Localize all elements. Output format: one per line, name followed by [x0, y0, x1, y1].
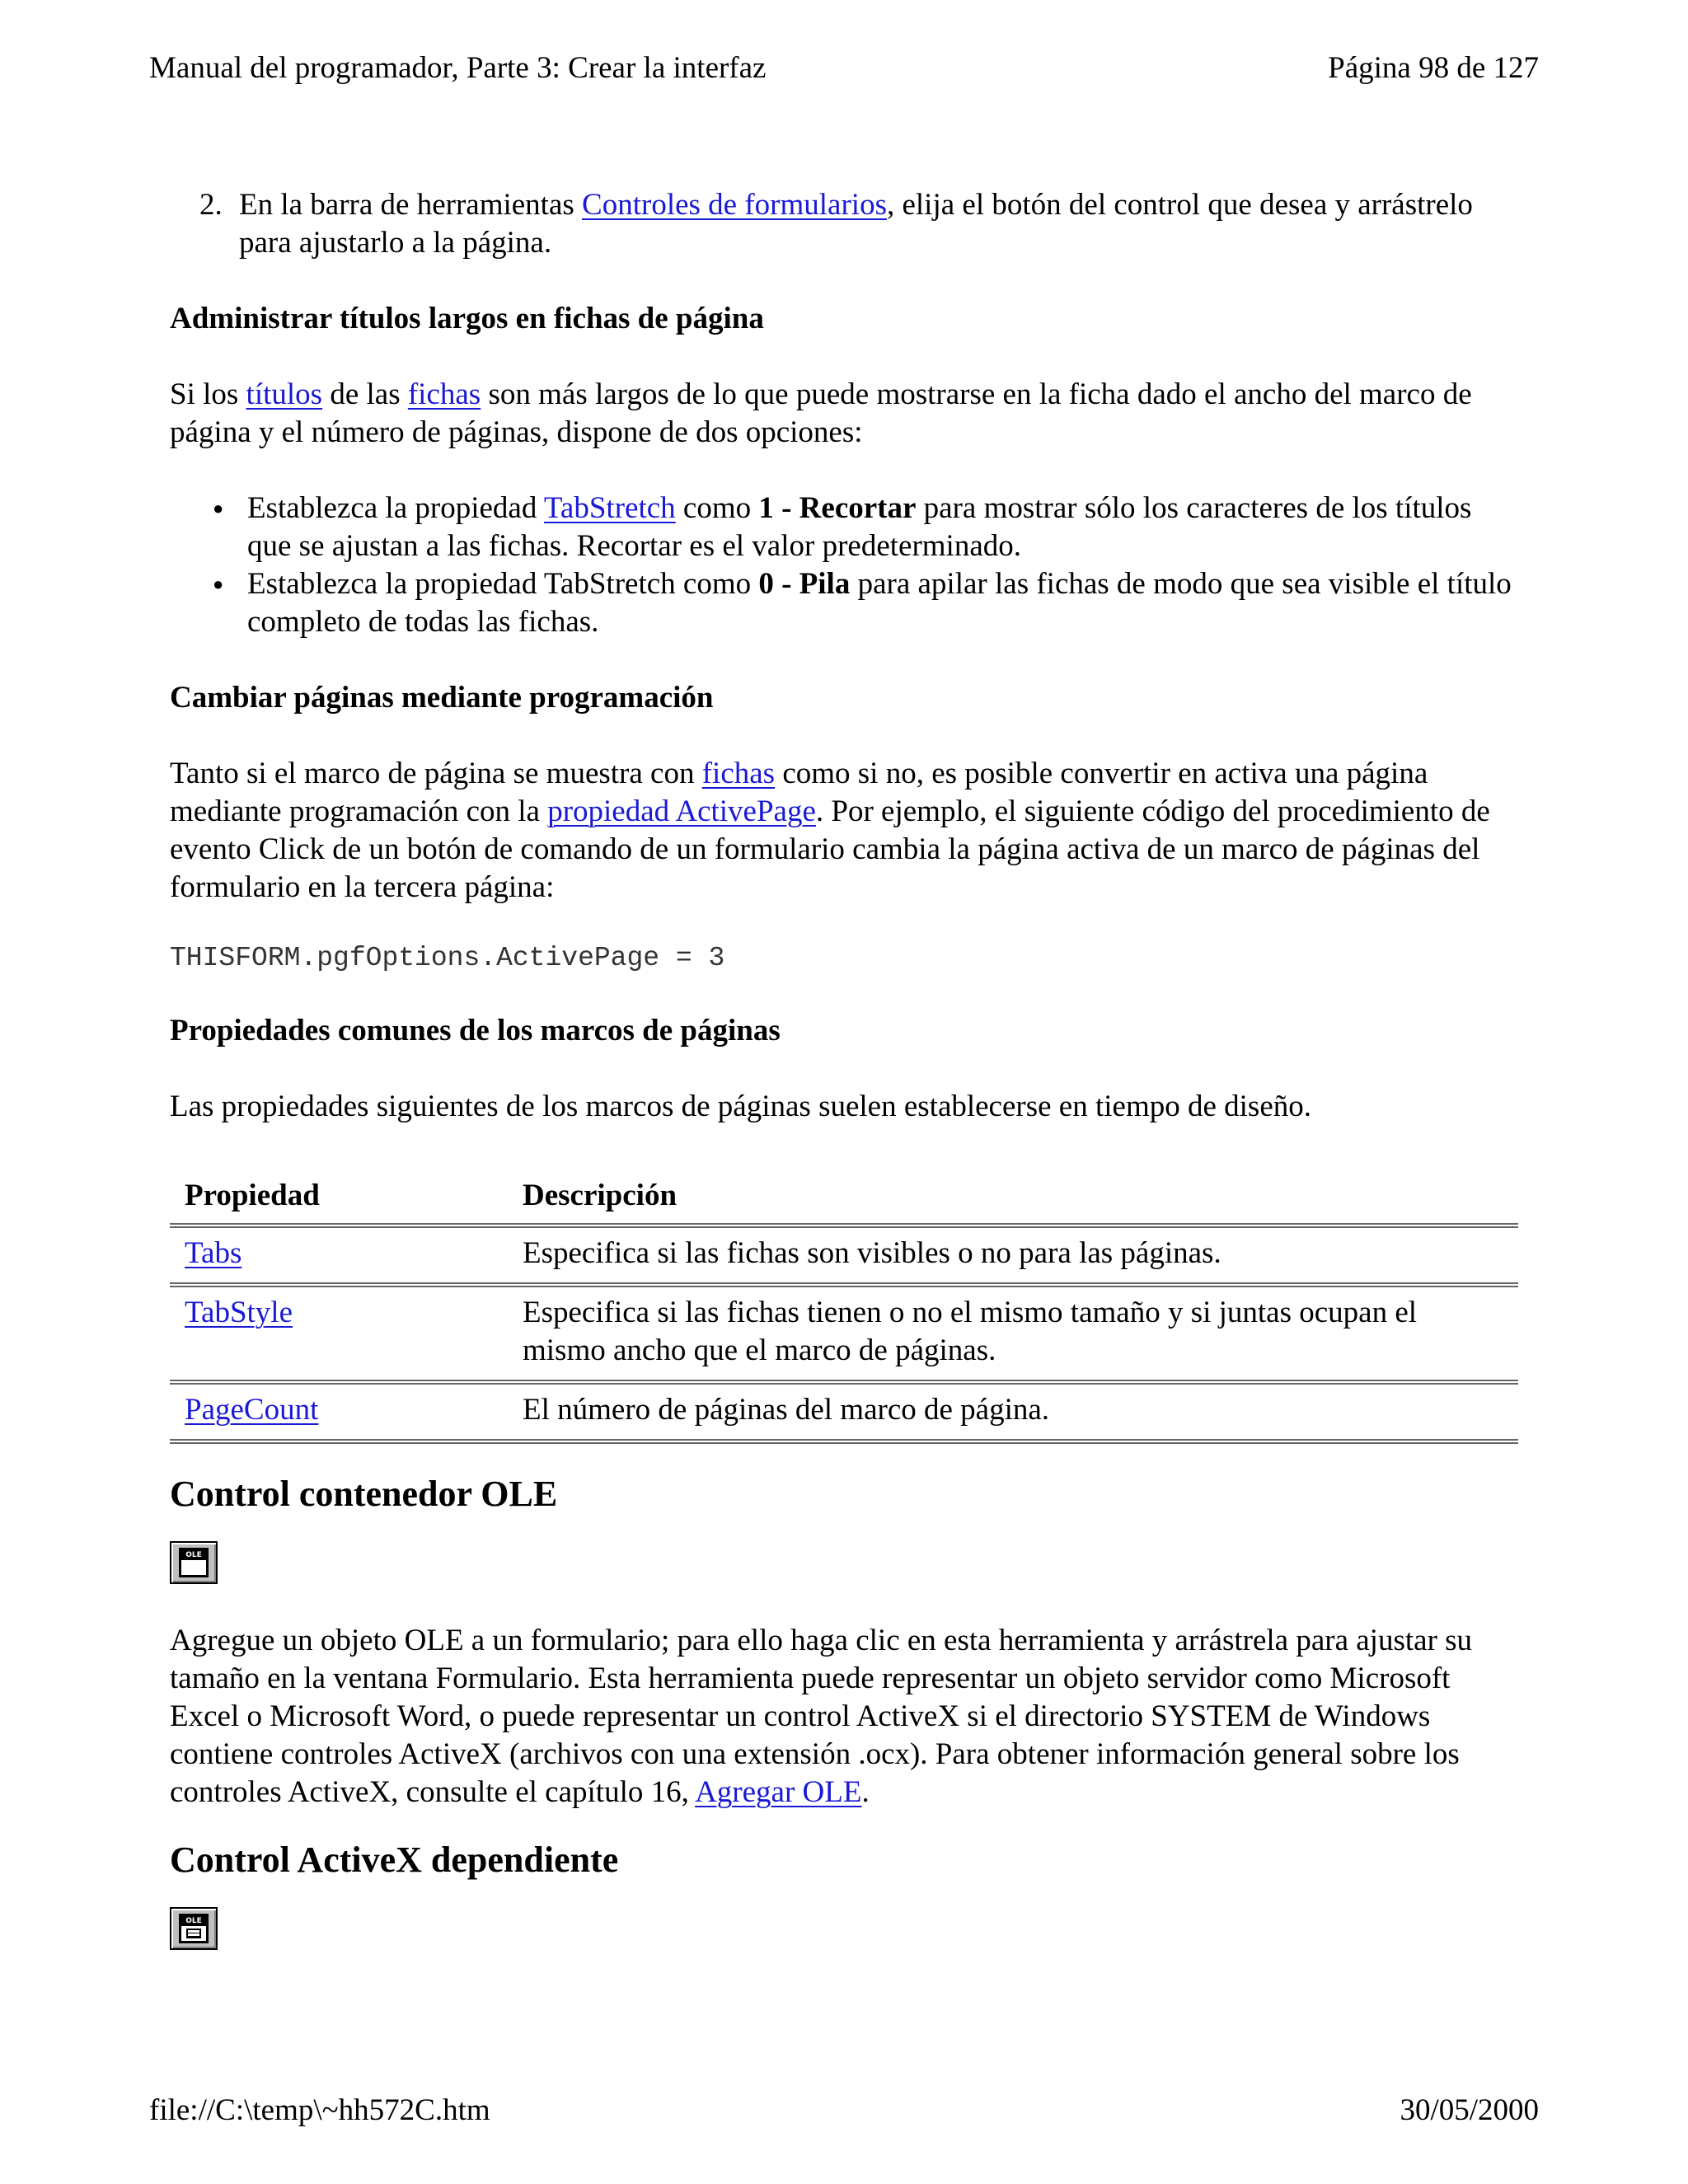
text-part: Establezca la propiedad TabStretch como	[247, 567, 759, 601]
text-part: .	[861, 1775, 870, 1809]
step-text	[239, 186, 1518, 262]
table-row	[170, 1226, 1518, 1285]
ole-window-icon	[179, 1548, 209, 1577]
ole-icon-label: OLE	[181, 1550, 206, 1560]
table-row	[170, 1285, 1518, 1382]
text-part: Si los	[170, 377, 246, 411]
heading-propiedades-comunes: Propiedades comunes de los marcos de páginas	[170, 1014, 781, 1047]
document-body	[170, 186, 1518, 1950]
text-part: como	[675, 491, 759, 525]
text-part: como si no, es posible convertir en activa una página mediante programación con la	[170, 757, 1428, 828]
link-controles-formularios[interactable]: Controles de formularios	[582, 188, 887, 222]
text-part: para mostrar sólo los caracteres de los títulos que se ajustan a las fichas. Recortar es el valor predeterminado.	[247, 491, 1472, 563]
paragraph-titulos	[170, 376, 1518, 452]
link-tabstretch[interactable]: TabStretch	[543, 491, 676, 525]
heading-control-contenedor-ole: Control contenedor OLE	[170, 1474, 558, 1514]
step-text-part: , elija el botón del control que desea y arrástrelo para ajustarlo a la página.	[239, 188, 1473, 260]
text-part: Agregue un objeto OLE a un formulario; para ello haga clic en esta herramienta y arrástrela para ajustar su tamaño en la ventana Formulario. Esta herramienta puede representar un objeto servidor como Microsoft Excel o Microsoft Word, o puede representar un control ActiveX si el directorio SYSTEM de Windows contiene controles ActiveX (archivos con una extensión .ocx). Para obtener información general sobre los controles ActiveX, consulte el capítulo 16,	[170, 1624, 1473, 1809]
link-agregar-ole[interactable]: Agregar OLE	[695, 1775, 862, 1809]
step-number: 2.	[199, 188, 223, 222]
paragraph-ole	[170, 1622, 1518, 1811]
link-fichas[interactable]: fichas	[407, 377, 481, 411]
text-part: Tanto si el marco de página se muestra con	[170, 757, 702, 790]
link-tabstyle[interactable]: TabStyle	[185, 1296, 293, 1329]
column-header-propiedad: Propiedad	[170, 1177, 508, 1226]
text-part: de las	[322, 377, 408, 411]
text-part: Establezca la propiedad	[247, 491, 544, 525]
table-cell-description: Especifica si las fichas tienen o no el mismo tamaño y si juntas ocupan el mismo ancho que el marco de páginas.	[508, 1285, 1518, 1382]
bold-value: 1 - Recortar	[758, 491, 917, 525]
column-header-descripcion: Descripción	[508, 1177, 1518, 1226]
grid-icon	[186, 1929, 201, 1938]
text-part: para apilar las fichas de modo que sea visible el título completo de todas las fichas.	[247, 567, 1512, 639]
link-tabs[interactable]: Tabs	[185, 1236, 242, 1270]
step-text-part: En la barra de herramientas	[239, 188, 583, 222]
paragraph-propiedades-intro: Las propiedades siguientes de los marcos de páginas suelen establecerse en tiempo de diseño.	[170, 1090, 1312, 1123]
text-part: son más largos de lo que puede mostrarse en la ficha dado el ancho del marco de página y el número de páginas, dispone de dos opciones:	[170, 377, 1472, 449]
list-item	[165, 490, 1518, 565]
table-cell-property	[170, 1382, 508, 1441]
table-row	[170, 1382, 1518, 1441]
heading-cambiar-paginas: Cambiar páginas mediante programación	[170, 681, 714, 715]
footer-file-path: file://C:\temp\~hh572C.htm	[149, 2093, 490, 2127]
ole-window-icon	[179, 1914, 209, 1943]
list-item	[165, 565, 1518, 641]
ole-icon-label: OLE	[181, 1916, 206, 1926]
link-pagecount[interactable]: PageCount	[185, 1393, 319, 1427]
link-fichas-2[interactable]: fichas	[701, 757, 776, 790]
paragraph-activepage	[170, 755, 1518, 907]
link-titulos[interactable]: títulos	[246, 377, 323, 411]
numbered-step	[199, 186, 1518, 262]
bold-value: 0 - Pila	[758, 567, 851, 601]
ole-container-tool-icon	[170, 1541, 218, 1584]
properties-table	[170, 1177, 1518, 1444]
code-sample: THISFORM.pgfOptions.ActivePage = 3	[170, 943, 725, 973]
table-cell-property	[170, 1226, 508, 1285]
heading-titulos-largos: Administrar títulos largos en fichas de página	[170, 302, 764, 335]
table-cell-description: El número de páginas del marco de página.	[508, 1382, 1518, 1441]
link-propiedad-activepage[interactable]: propiedad ActivePage	[547, 794, 816, 828]
header-page-number: Página 98 de 127	[1328, 51, 1539, 85]
text-part: . Por ejemplo, el siguiente código del procedimiento de evento Click de un botón de comando de un formulario cambia la página activa de un marco de páginas del formulario en la tercera página:	[170, 794, 1490, 904]
options-list	[165, 490, 1518, 641]
heading-control-activex-dependiente: Control ActiveX dependiente	[170, 1840, 619, 1880]
footer-date: 30/05/2000	[1400, 2093, 1539, 2127]
activex-bound-tool-icon	[170, 1907, 218, 1950]
table-cell-property	[170, 1285, 508, 1382]
table-header-row	[170, 1177, 1518, 1226]
header-title: Manual del programador, Parte 3: Crear la interfaz	[149, 51, 767, 85]
table-cell-description: Especifica si las fichas son visibles o no para las páginas.	[508, 1226, 1518, 1285]
